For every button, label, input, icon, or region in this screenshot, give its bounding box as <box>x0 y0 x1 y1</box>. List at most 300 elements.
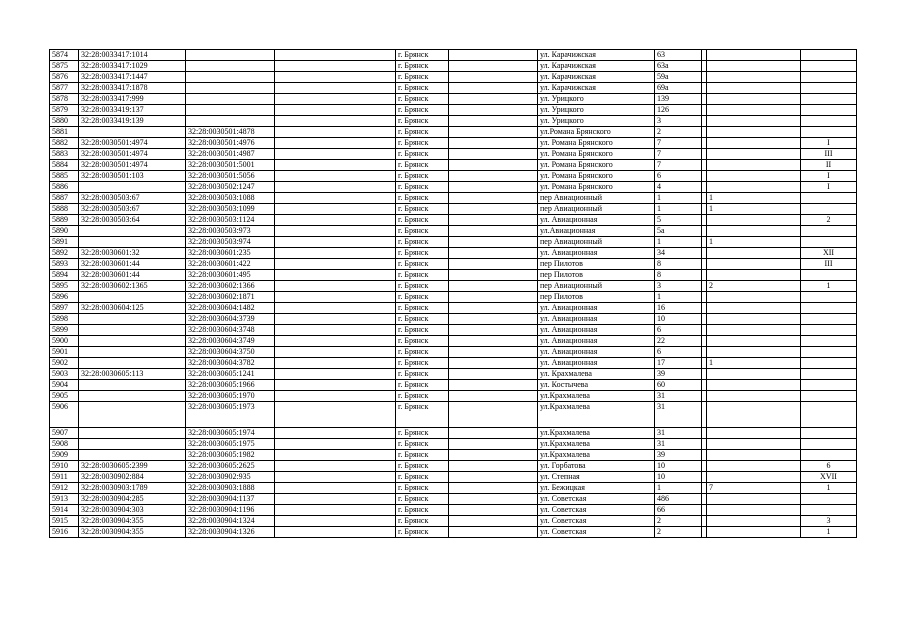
blank-col-4-cell <box>275 347 396 358</box>
street-cell: пер Авиационный <box>538 281 655 292</box>
street-cell: ул. Урицкого <box>538 116 655 127</box>
object-number-cell: 32:28:0030502:1247 <box>186 182 275 193</box>
object-number-cell: 32:28:0030602:1871 <box>186 292 275 303</box>
parcel-number-cell <box>79 336 186 347</box>
house-number-cell: 126 <box>655 105 702 116</box>
street-cell: ул. Советская <box>538 527 655 538</box>
house-number-cell: 7 <box>655 160 702 171</box>
building-letter-cell: I <box>801 138 857 149</box>
house-number-cell: 66 <box>655 505 702 516</box>
house-number-cell: 31 <box>655 391 702 402</box>
street-cell: ул. Советская <box>538 505 655 516</box>
street-cell: ул. Авиационная <box>538 314 655 325</box>
apartment-col-cell <box>707 439 801 450</box>
building-letter-cell <box>801 369 857 380</box>
parcel-number-cell: 32:28:0030903:1789 <box>79 483 186 494</box>
building-letter-cell <box>801 61 857 72</box>
blank-col-4-cell <box>275 292 396 303</box>
row-number-cell: 5913 <box>50 494 79 505</box>
object-number-cell <box>186 50 275 61</box>
parcel-number-cell <box>79 358 186 369</box>
building-letter-cell <box>801 292 857 303</box>
street-cell: ул.Крахмалева <box>538 402 655 428</box>
building-letter-cell: 1 <box>801 281 857 292</box>
table-row <box>50 193 857 204</box>
house-number-cell: 10 <box>655 472 702 483</box>
house-number-cell: 63а <box>655 61 702 72</box>
blank-col-4-cell <box>275 160 396 171</box>
blank-col-4-cell <box>275 72 396 83</box>
blank-col-4-cell <box>275 50 396 61</box>
street-cell: ул. Романа Брянского <box>538 149 655 160</box>
blank-col-6-cell <box>449 171 538 182</box>
blank-col-6-cell <box>449 516 538 527</box>
table-row <box>50 369 857 380</box>
street-cell: ул.Крахмалева <box>538 439 655 450</box>
street-cell: ул. Крахмалева <box>538 369 655 380</box>
blank-col-4-cell <box>275 380 396 391</box>
blank-col-6-cell <box>449 182 538 193</box>
building-letter-cell: 1 <box>801 483 857 494</box>
table-row <box>50 72 857 83</box>
parcel-number-cell: 32:28:0030503:67 <box>79 193 186 204</box>
row-number-cell: 5912 <box>50 483 79 494</box>
street-cell: пер Авиационный <box>538 193 655 204</box>
object-number-cell: 32:28:0030605:1970 <box>186 391 275 402</box>
building-letter-cell <box>801 494 857 505</box>
row-number-cell: 5879 <box>50 105 79 116</box>
parcel-number-cell <box>79 439 186 450</box>
blank-col-6-cell <box>449 461 538 472</box>
row-number-cell: 5877 <box>50 83 79 94</box>
building-letter-cell <box>801 439 857 450</box>
building-letter-cell <box>801 50 857 61</box>
object-number-cell: 32:28:0030604:3749 <box>186 336 275 347</box>
blank-col-4-cell <box>275 204 396 215</box>
object-number-cell: 32:28:0030604:3739 <box>186 314 275 325</box>
house-number-cell: 6 <box>655 325 702 336</box>
street-cell: ул. Карачижская <box>538 50 655 61</box>
table-row <box>50 450 857 461</box>
object-number-cell <box>186 61 275 72</box>
blank-col-6-cell <box>449 259 538 270</box>
parcel-number-cell: 32:28:0030902:884 <box>79 472 186 483</box>
blank-col-6-cell <box>449 94 538 105</box>
table-row <box>50 204 857 215</box>
blank-col-4-cell <box>275 270 396 281</box>
city-cell: г. Брянск <box>396 347 449 358</box>
blank-col-4-cell <box>275 358 396 369</box>
apartment-col-cell <box>707 314 801 325</box>
street-cell: ул. Авиационная <box>538 358 655 369</box>
city-cell: г. Брянск <box>396 494 449 505</box>
street-cell: ул. Советская <box>538 516 655 527</box>
object-number-cell: 32:28:0030501:4987 <box>186 149 275 160</box>
object-number-cell: 32:28:0030605:1966 <box>186 380 275 391</box>
city-cell: г. Брянск <box>396 138 449 149</box>
row-number-cell: 5883 <box>50 149 79 160</box>
table-row <box>50 358 857 369</box>
city-cell: г. Брянск <box>396 72 449 83</box>
object-number-cell: 32:28:0030501:5056 <box>186 171 275 182</box>
table-row <box>50 516 857 527</box>
table-row <box>50 149 857 160</box>
row-number-cell: 5914 <box>50 505 79 516</box>
house-number-cell: 59а <box>655 72 702 83</box>
city-cell: г. Брянск <box>396 391 449 402</box>
blank-col-4-cell <box>275 494 396 505</box>
house-number-cell: 39 <box>655 369 702 380</box>
blank-col-6-cell <box>449 391 538 402</box>
city-cell: г. Брянск <box>396 336 449 347</box>
parcel-number-cell <box>79 391 186 402</box>
blank-col-4-cell <box>275 138 396 149</box>
table-row <box>50 270 857 281</box>
apartment-col-cell <box>707 127 801 138</box>
building-letter-cell <box>801 83 857 94</box>
object-number-cell: 32:28:0030601:495 <box>186 270 275 281</box>
apartment-col-cell <box>707 94 801 105</box>
object-number-cell: 32:28:0030903:1888 <box>186 483 275 494</box>
street-cell: ул. Карачижская <box>538 83 655 94</box>
street-cell: ул. Романа Брянского <box>538 182 655 193</box>
street-cell: ул. Советская <box>538 494 655 505</box>
house-number-cell: 2 <box>655 127 702 138</box>
building-letter-cell <box>801 336 857 347</box>
object-number-cell: 32:28:0030601:235 <box>186 248 275 259</box>
row-number-cell: 5907 <box>50 428 79 439</box>
object-number-cell: 32:28:0030503:1088 <box>186 193 275 204</box>
blank-col-4-cell <box>275 314 396 325</box>
table-row <box>50 472 857 483</box>
house-number-cell: 1 <box>655 292 702 303</box>
row-number-cell: 5890 <box>50 226 79 237</box>
blank-col-6-cell <box>449 281 538 292</box>
house-number-cell: 69а <box>655 83 702 94</box>
city-cell: г. Брянск <box>396 369 449 380</box>
apartment-col-cell <box>707 149 801 160</box>
building-letter-cell: II <box>801 160 857 171</box>
blank-col-4-cell <box>275 61 396 72</box>
apartment-col-cell <box>707 516 801 527</box>
blank-col-6-cell <box>449 160 538 171</box>
parcel-number-cell: 32:28:0033419:139 <box>79 116 186 127</box>
blank-col-4-cell <box>275 303 396 314</box>
object-number-cell <box>186 94 275 105</box>
apartment-col-cell <box>707 325 801 336</box>
table-row <box>50 226 857 237</box>
building-letter-cell: XII <box>801 248 857 259</box>
row-number-cell: 5900 <box>50 336 79 347</box>
street-cell: ул.Романа Брянского <box>538 127 655 138</box>
row-number-cell: 5898 <box>50 314 79 325</box>
city-cell: г. Брянск <box>396 292 449 303</box>
blank-col-6-cell <box>449 292 538 303</box>
building-letter-cell: III <box>801 259 857 270</box>
street-cell: ул. Горбатова <box>538 461 655 472</box>
object-number-cell: 32:28:0030503:974 <box>186 237 275 248</box>
apartment-col-cell <box>707 182 801 193</box>
apartment-col-cell <box>707 215 801 226</box>
object-number-cell: 32:28:0030904:1326 <box>186 527 275 538</box>
city-cell: г. Брянск <box>396 439 449 450</box>
row-number-cell: 5906 <box>50 402 79 428</box>
blank-col-6-cell <box>449 72 538 83</box>
apartment-col-cell <box>707 336 801 347</box>
blank-col-4-cell <box>275 391 396 402</box>
object-number-cell: 32:28:0030605:1974 <box>186 428 275 439</box>
object-number-cell: 32:28:0030605:2625 <box>186 461 275 472</box>
house-number-cell: 16 <box>655 303 702 314</box>
blank-col-6-cell <box>449 494 538 505</box>
street-cell: пер Авиационный <box>538 237 655 248</box>
blank-col-6-cell <box>449 380 538 391</box>
house-number-cell: 8 <box>655 259 702 270</box>
row-number-cell: 5911 <box>50 472 79 483</box>
house-number-cell: 34 <box>655 248 702 259</box>
object-number-cell: 32:28:0030602:1366 <box>186 281 275 292</box>
apartment-col-cell <box>707 505 801 516</box>
street-cell: пер Авиационный <box>538 204 655 215</box>
row-number-cell: 5885 <box>50 171 79 182</box>
building-letter-cell <box>801 325 857 336</box>
apartment-col-cell <box>707 248 801 259</box>
table-row <box>50 281 857 292</box>
registry-table <box>49 49 857 538</box>
blank-col-4-cell <box>275 237 396 248</box>
house-number-cell: 4 <box>655 182 702 193</box>
city-cell: г. Брянск <box>396 402 449 428</box>
house-number-cell: 31 <box>655 439 702 450</box>
building-letter-cell <box>801 193 857 204</box>
parcel-number-cell <box>79 347 186 358</box>
blank-col-6-cell <box>449 149 538 160</box>
blank-col-4-cell <box>275 248 396 259</box>
object-number-cell: 32:28:0030503:1124 <box>186 215 275 226</box>
blank-col-4-cell <box>275 259 396 270</box>
row-number-cell: 5902 <box>50 358 79 369</box>
parcel-number-cell: 32:28:0030601:44 <box>79 259 186 270</box>
house-number-cell: 7 <box>655 138 702 149</box>
blank-col-6-cell <box>449 248 538 259</box>
parcel-number-cell: 32:28:0033417:1029 <box>79 61 186 72</box>
row-number-cell: 5893 <box>50 259 79 270</box>
street-cell: ул. Костычева <box>538 380 655 391</box>
apartment-col-cell <box>707 50 801 61</box>
apartment-col-cell <box>707 494 801 505</box>
street-cell: пер Пилотов <box>538 270 655 281</box>
object-number-cell: 32:28:0030604:3748 <box>186 325 275 336</box>
house-number-cell: 5а <box>655 226 702 237</box>
city-cell: г. Брянск <box>396 171 449 182</box>
building-letter-cell: III <box>801 149 857 160</box>
house-number-cell: 3 <box>655 281 702 292</box>
apartment-col-cell <box>707 292 801 303</box>
parcel-number-cell <box>79 402 186 428</box>
building-letter-cell: 6 <box>801 461 857 472</box>
parcel-number-cell: 32:28:0030904:355 <box>79 527 186 538</box>
city-cell: г. Брянск <box>396 193 449 204</box>
city-cell: г. Брянск <box>396 505 449 516</box>
building-letter-cell <box>801 380 857 391</box>
blank-col-4-cell <box>275 450 396 461</box>
blank-col-6-cell <box>449 450 538 461</box>
city-cell: г. Брянск <box>396 270 449 281</box>
parcel-number-cell: 32:28:0030601:44 <box>79 270 186 281</box>
apartment-col-cell <box>707 270 801 281</box>
table-row <box>50 303 857 314</box>
blank-col-6-cell <box>449 402 538 428</box>
city-cell: г. Брянск <box>396 527 449 538</box>
house-number-cell: 31 <box>655 402 702 428</box>
blank-col-4-cell <box>275 461 396 472</box>
parcel-number-cell: 32:28:0030605:2399 <box>79 461 186 472</box>
street-cell: ул.Крахмалева <box>538 450 655 461</box>
table-row <box>50 182 857 193</box>
table-row <box>50 336 857 347</box>
apartment-col-cell <box>707 160 801 171</box>
house-number-cell: 63 <box>655 50 702 61</box>
city-cell: г. Брянск <box>396 281 449 292</box>
apartment-col-cell <box>707 61 801 72</box>
blank-col-4-cell <box>275 193 396 204</box>
parcel-number-cell <box>79 325 186 336</box>
blank-col-6-cell <box>449 270 538 281</box>
parcel-number-cell: 32:28:0030904:355 <box>79 516 186 527</box>
city-cell: г. Брянск <box>396 303 449 314</box>
street-cell: ул. Карачижская <box>538 72 655 83</box>
city-cell: г. Брянск <box>396 314 449 325</box>
blank-col-6-cell <box>449 50 538 61</box>
row-number-cell: 5876 <box>50 72 79 83</box>
blank-col-6-cell <box>449 204 538 215</box>
blank-col-6-cell <box>449 483 538 494</box>
blank-col-4-cell <box>275 428 396 439</box>
parcel-number-cell: 32:28:0030602:1365 <box>79 281 186 292</box>
building-letter-cell <box>801 347 857 358</box>
street-cell: ул. Карачижская <box>538 61 655 72</box>
city-cell: г. Брянск <box>396 450 449 461</box>
city-cell: г. Брянск <box>396 226 449 237</box>
city-cell: г. Брянск <box>396 61 449 72</box>
city-cell: г. Брянск <box>396 325 449 336</box>
row-number-cell: 5910 <box>50 461 79 472</box>
blank-col-4-cell <box>275 127 396 138</box>
apartment-col-cell <box>707 303 801 314</box>
city-cell: г. Брянск <box>396 380 449 391</box>
city-cell: г. Брянск <box>396 94 449 105</box>
blank-col-4-cell <box>275 483 396 494</box>
building-letter-cell <box>801 314 857 325</box>
parcel-number-cell <box>79 127 186 138</box>
street-cell: пер Пилотов <box>538 259 655 270</box>
blank-col-4-cell <box>275 505 396 516</box>
row-number-cell: 5889 <box>50 215 79 226</box>
street-cell: ул.Авиационная <box>538 226 655 237</box>
blank-col-6-cell <box>449 439 538 450</box>
apartment-col-cell <box>707 105 801 116</box>
blank-col-4-cell <box>275 516 396 527</box>
blank-col-4-cell <box>275 182 396 193</box>
street-cell: ул. Романа Брянского <box>538 171 655 182</box>
object-number-cell: 32:28:0030503:973 <box>186 226 275 237</box>
table-row <box>50 138 857 149</box>
object-number-cell: 32:28:0030605:1241 <box>186 369 275 380</box>
house-number-cell: 486 <box>655 494 702 505</box>
table-row <box>50 259 857 270</box>
apartment-col-cell: 2 <box>707 281 801 292</box>
table-row <box>50 402 857 428</box>
blank-col-6-cell <box>449 116 538 127</box>
table-row <box>50 527 857 538</box>
apartment-col-cell <box>707 380 801 391</box>
city-cell: г. Брянск <box>396 204 449 215</box>
house-number-cell: 39 <box>655 450 702 461</box>
street-cell: ул. Авиационная <box>538 347 655 358</box>
table-row <box>50 127 857 138</box>
street-cell: ул. Урицкого <box>538 105 655 116</box>
table-row <box>50 83 857 94</box>
parcel-number-cell: 32:28:0030605:113 <box>79 369 186 380</box>
city-cell: г. Брянск <box>396 358 449 369</box>
blank-col-4-cell <box>275 472 396 483</box>
blank-col-4-cell <box>275 116 396 127</box>
parcel-number-cell <box>79 428 186 439</box>
object-number-cell <box>186 72 275 83</box>
building-letter-cell: 2 <box>801 215 857 226</box>
apartment-col-cell: 7 <box>707 483 801 494</box>
parcel-number-cell: 32:28:0033419:137 <box>79 105 186 116</box>
city-cell: г. Брянск <box>396 461 449 472</box>
house-number-cell: 1 <box>655 193 702 204</box>
parcel-number-cell: 32:28:0030604:125 <box>79 303 186 314</box>
row-number-cell: 5891 <box>50 237 79 248</box>
blank-col-4-cell <box>275 369 396 380</box>
apartment-col-cell <box>707 402 801 428</box>
row-number-cell: 5875 <box>50 61 79 72</box>
building-letter-cell <box>801 428 857 439</box>
parcel-number-cell: 32:28:0030503:64 <box>79 215 186 226</box>
object-number-cell: 32:28:0030501:5001 <box>186 160 275 171</box>
blank-col-4-cell <box>275 439 396 450</box>
object-number-cell: 32:28:0030605:1973 <box>186 402 275 428</box>
object-number-cell: 32:28:0030604:3782 <box>186 358 275 369</box>
house-number-cell: 6 <box>655 171 702 182</box>
house-number-cell: 2 <box>655 527 702 538</box>
blank-col-4-cell <box>275 226 396 237</box>
street-cell: ул. Урицкого <box>538 94 655 105</box>
blank-col-6-cell <box>449 83 538 94</box>
building-letter-cell: I <box>801 182 857 193</box>
parcel-number-cell <box>79 314 186 325</box>
city-cell: г. Брянск <box>396 483 449 494</box>
city-cell: г. Брянск <box>396 105 449 116</box>
building-letter-cell: 3 <box>801 516 857 527</box>
blank-col-4-cell <box>275 83 396 94</box>
object-number-cell: 32:28:0030601:422 <box>186 259 275 270</box>
table-row <box>50 428 857 439</box>
row-number-cell: 5880 <box>50 116 79 127</box>
apartment-col-cell <box>707 472 801 483</box>
table-body <box>50 50 857 538</box>
table-row <box>50 292 857 303</box>
table-row <box>50 483 857 494</box>
street-cell: ул. Романа Брянского <box>538 138 655 149</box>
row-number-cell: 5894 <box>50 270 79 281</box>
parcel-number-cell: 32:28:0030501:4974 <box>79 160 186 171</box>
blank-col-6-cell <box>449 347 538 358</box>
blank-col-6-cell <box>449 325 538 336</box>
